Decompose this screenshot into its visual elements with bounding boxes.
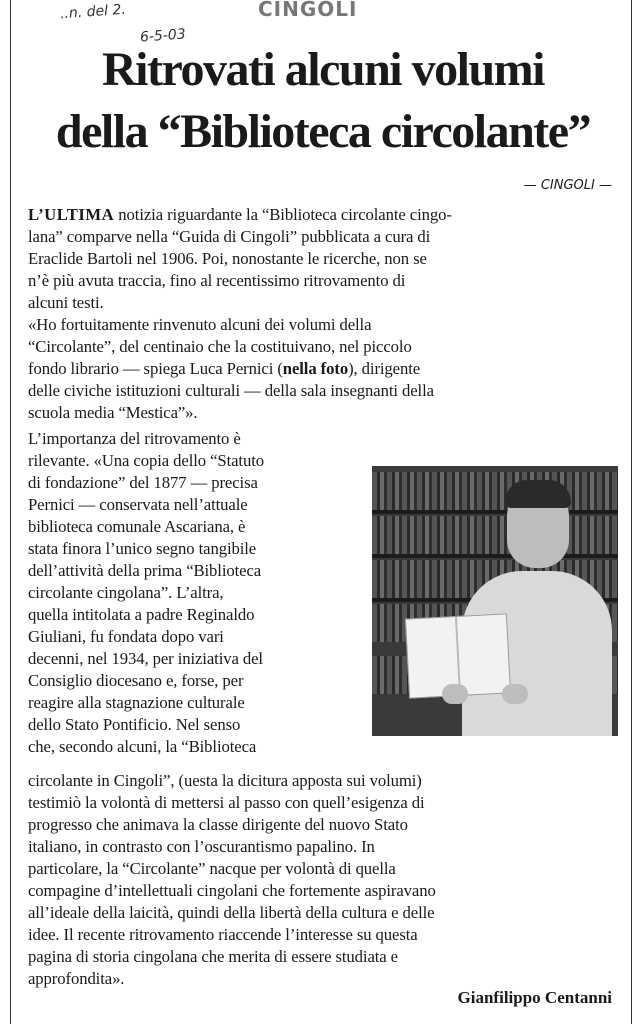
article-line: Pernici — conservata nell’attuale (28, 495, 248, 514)
article-line: stata finora l’unico segno tangibile (28, 539, 257, 558)
page-border-right (631, 0, 632, 1024)
article-line: «Ho fortuitamente rinvenuto alcuni dei volumi della (28, 315, 372, 334)
photo-reference: nella foto (282, 359, 349, 378)
handwritten-note-line2: 6-5-03 (139, 26, 187, 46)
article-line: decenni, nel 1934, per iniziativa del (28, 649, 263, 668)
article-line: alcuni testi. (28, 293, 104, 312)
article-line: “Circolante”, del centinaio che la costituivano, nel piccolo (28, 337, 412, 356)
portrait-photo (372, 466, 618, 736)
article-line: che, secondo alcuni, la “Biblioteca (28, 737, 257, 756)
article-line: testimiò la volontà di mettersi al passo con quell’esigenza di (28, 793, 425, 812)
article-line: L’importanza del ritrovamento è (28, 429, 241, 448)
article-line: Giuliani, fu fondata dopo vari (28, 627, 224, 646)
article-line: biblioteca comunale Ascariana, è (28, 517, 246, 536)
article-line: Eraclide Bartoli nel 1906. Poi, nonostante le ricerche, non se (28, 249, 427, 268)
article-line: circolante in Cingoli”, (uesta la dicitura apposta sui volumi) (28, 771, 422, 790)
hand-right (502, 684, 528, 704)
article-line-text: notizia riguardante la “Biblioteca circolante cingo- (114, 205, 452, 224)
article-line: particolare, la “Circolante” nacque per volontà di quella (28, 859, 396, 878)
article-line: circolante cingolana”. L’altra, (28, 583, 224, 602)
article-line: Consiglio diocesano e, forse, per (28, 671, 244, 690)
dateline: — CINGOLI — (523, 178, 612, 193)
section-tag: CINGOLI (258, 0, 358, 21)
article-body-bottom (28, 770, 618, 990)
article-line: pagina di storia cingolana che merita di essere studiata e (28, 947, 398, 966)
byline: Gianfilippo Centanni (457, 988, 612, 1007)
article-line: reagire alla stagnazione culturale (28, 693, 245, 712)
headline-line1: Ritrovati alcuni volumi (102, 43, 544, 96)
bookshelf-row (372, 472, 618, 510)
hand-left (442, 684, 468, 704)
article-line: lana” comparve nella “Guida di Cingoli” pubblicata a cura di (28, 227, 431, 246)
article-line: dell’attività della prima “Biblioteca (28, 561, 262, 580)
headline-line2: della “Biblioteca circolante” (55, 105, 591, 158)
article-line (28, 204, 618, 226)
article-line-text: fondo librario — spiega Luca Pernici ( (28, 359, 283, 378)
shelf (372, 554, 618, 558)
article-line: dello Stato Pontificio. Nel senso (28, 715, 241, 734)
article-line: quella intitolata a padre Reginaldo (28, 605, 255, 624)
article-line: italiano, in contrasto con l’oscurantismo papalino. In (28, 837, 375, 856)
article-line: approfondita». (28, 969, 125, 988)
shelf (372, 510, 618, 514)
article-line (28, 358, 618, 380)
article-line: all’ideale della laicità, quindi della libertà della cultura e delle (28, 903, 435, 922)
article-line: delle civiche istituzioni culturali — della sala insegnanti della (28, 381, 434, 400)
article-line: di fondazione” del 1877 — precisa (28, 473, 258, 492)
lead-word: L’ULTIMA (28, 205, 115, 224)
article-line: progresso che animava la classe dirigente del nuovo Stato (28, 815, 408, 834)
person-hair (505, 480, 571, 508)
bookshelf-row (372, 516, 618, 554)
article-line: idee. Il recente ritrovamento riaccende l’interesse su questa (28, 925, 418, 944)
article-body-top (28, 204, 618, 424)
article-line: compagine d’intellettuali cingolani che fortemente aspiravano (28, 881, 436, 900)
handwritten-note-line1: ..n. del 2. (59, 1, 127, 23)
article-line-text: ), dirigente (348, 359, 421, 378)
article-body-column (28, 428, 373, 758)
page-border-left (10, 0, 11, 1024)
article-line: scuola media “Mestica”». (28, 403, 198, 422)
article-line: rilevante. «Una copia dello “Statuto (28, 451, 264, 470)
article-line: n’è più avuta traccia, fino al recentissimo ritrovamento di (28, 271, 406, 290)
